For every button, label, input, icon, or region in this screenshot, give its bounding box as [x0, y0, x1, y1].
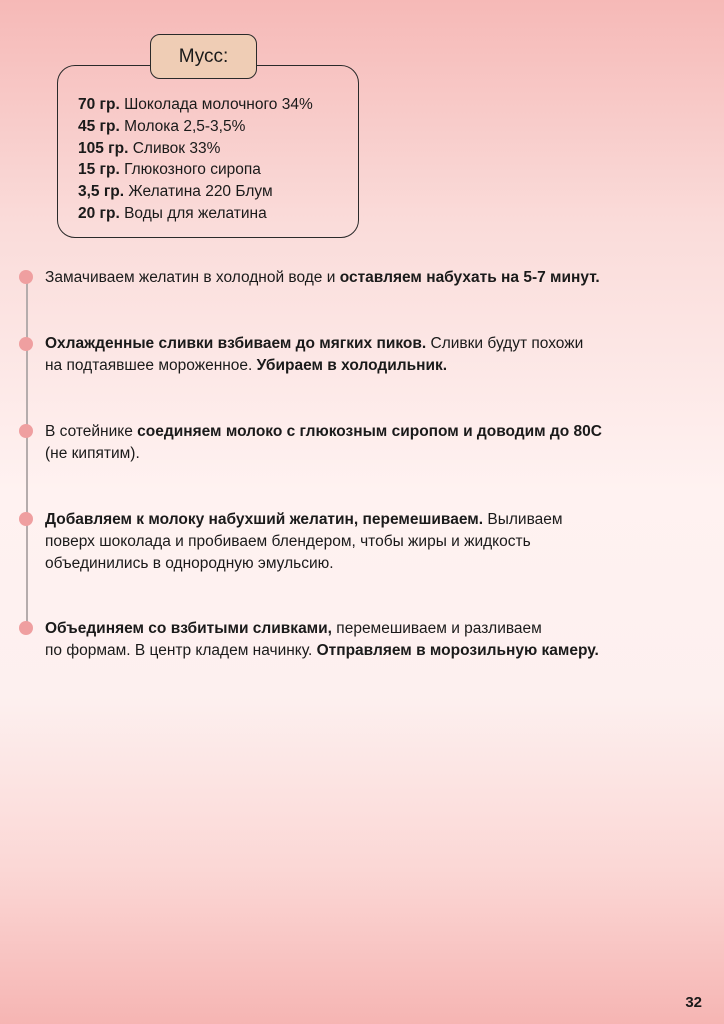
step-text: на подтаявшее мороженное. [45, 357, 257, 374]
ingredient-name: Желатина 220 Блум [124, 183, 273, 201]
step-1 [45, 267, 685, 289]
ingredient-name: Сливок 33% [128, 139, 221, 157]
ingredient-item [78, 159, 313, 181]
step-text: Сливки будут похожи [426, 335, 584, 352]
step-text: Выливаем [483, 511, 563, 528]
step-text-bold: соединяем молоко с глюкозным сиропом и доводим до 80С [137, 423, 602, 440]
ingredient-item [78, 116, 313, 138]
ingredient-qty: 15 гр. [78, 161, 120, 179]
step-text: (не кипятим). [45, 445, 140, 462]
step-text: В сотейнике [45, 423, 138, 440]
ingredients-list [78, 94, 313, 225]
ingredient-qty: 105 гр. [78, 139, 129, 157]
step-text-bold: Охлажденные сливки взбиваем до мягких пиков. [45, 335, 427, 352]
ingredient-qty: 20 гр. [78, 204, 120, 222]
step-4 [45, 509, 685, 575]
ingredient-name: Шоколада молочного 34% [119, 96, 313, 113]
ingredient-item [78, 203, 313, 225]
steps-timeline-line [26, 275, 28, 630]
step-bullet-icon [19, 621, 33, 635]
ingredient-qty: 3,5 гр. [78, 183, 125, 201]
step-text-bold: оставляем набухать на 5-7 минут. [339, 269, 600, 286]
ingredient-item [78, 138, 313, 160]
step-bullet-icon [19, 512, 33, 526]
step-text: перемешиваем и разливаем [332, 620, 542, 637]
ingredient-qty: 70 гр. [78, 96, 120, 113]
step-text: Замачиваем желатин в холодной воде и [45, 269, 340, 286]
step-text-bold: Объединяем со взбитыми сливками, [45, 620, 332, 637]
ingredient-name: Воды для желатина [119, 204, 267, 222]
ingredient-item [78, 181, 313, 203]
step-text-bold: Добавляем к молоку набухший желатин, перемешиваем. [45, 511, 484, 528]
step-text-bold: Отправляем в морозильную камеру. [316, 642, 599, 659]
step-bullet-icon [19, 424, 33, 438]
ingredient-name: Глюкозного сиропа [119, 161, 261, 179]
step-3 [45, 421, 685, 465]
ingredients-title: Мусс: [150, 34, 257, 79]
step-bullet-icon [19, 337, 33, 351]
step-bullet-icon [19, 270, 33, 284]
step-text-bold: Убираем в холодильник. [256, 357, 448, 374]
step-text: по формам. В центр кладем начинку. [45, 642, 317, 659]
ingredient-qty: 45 гр. [78, 117, 120, 135]
step-2 [45, 333, 685, 377]
step-text: объединились в однородную эмульсию. [45, 555, 334, 572]
page-number: 32 [685, 994, 702, 1011]
ingredient-name: Молока 2,5-3,5% [119, 117, 246, 135]
step-text: поверх шоколада и пробиваем блендером, чтобы жиры и жидкость [45, 533, 531, 550]
step-5 [45, 618, 685, 662]
ingredient-item [78, 94, 313, 116]
